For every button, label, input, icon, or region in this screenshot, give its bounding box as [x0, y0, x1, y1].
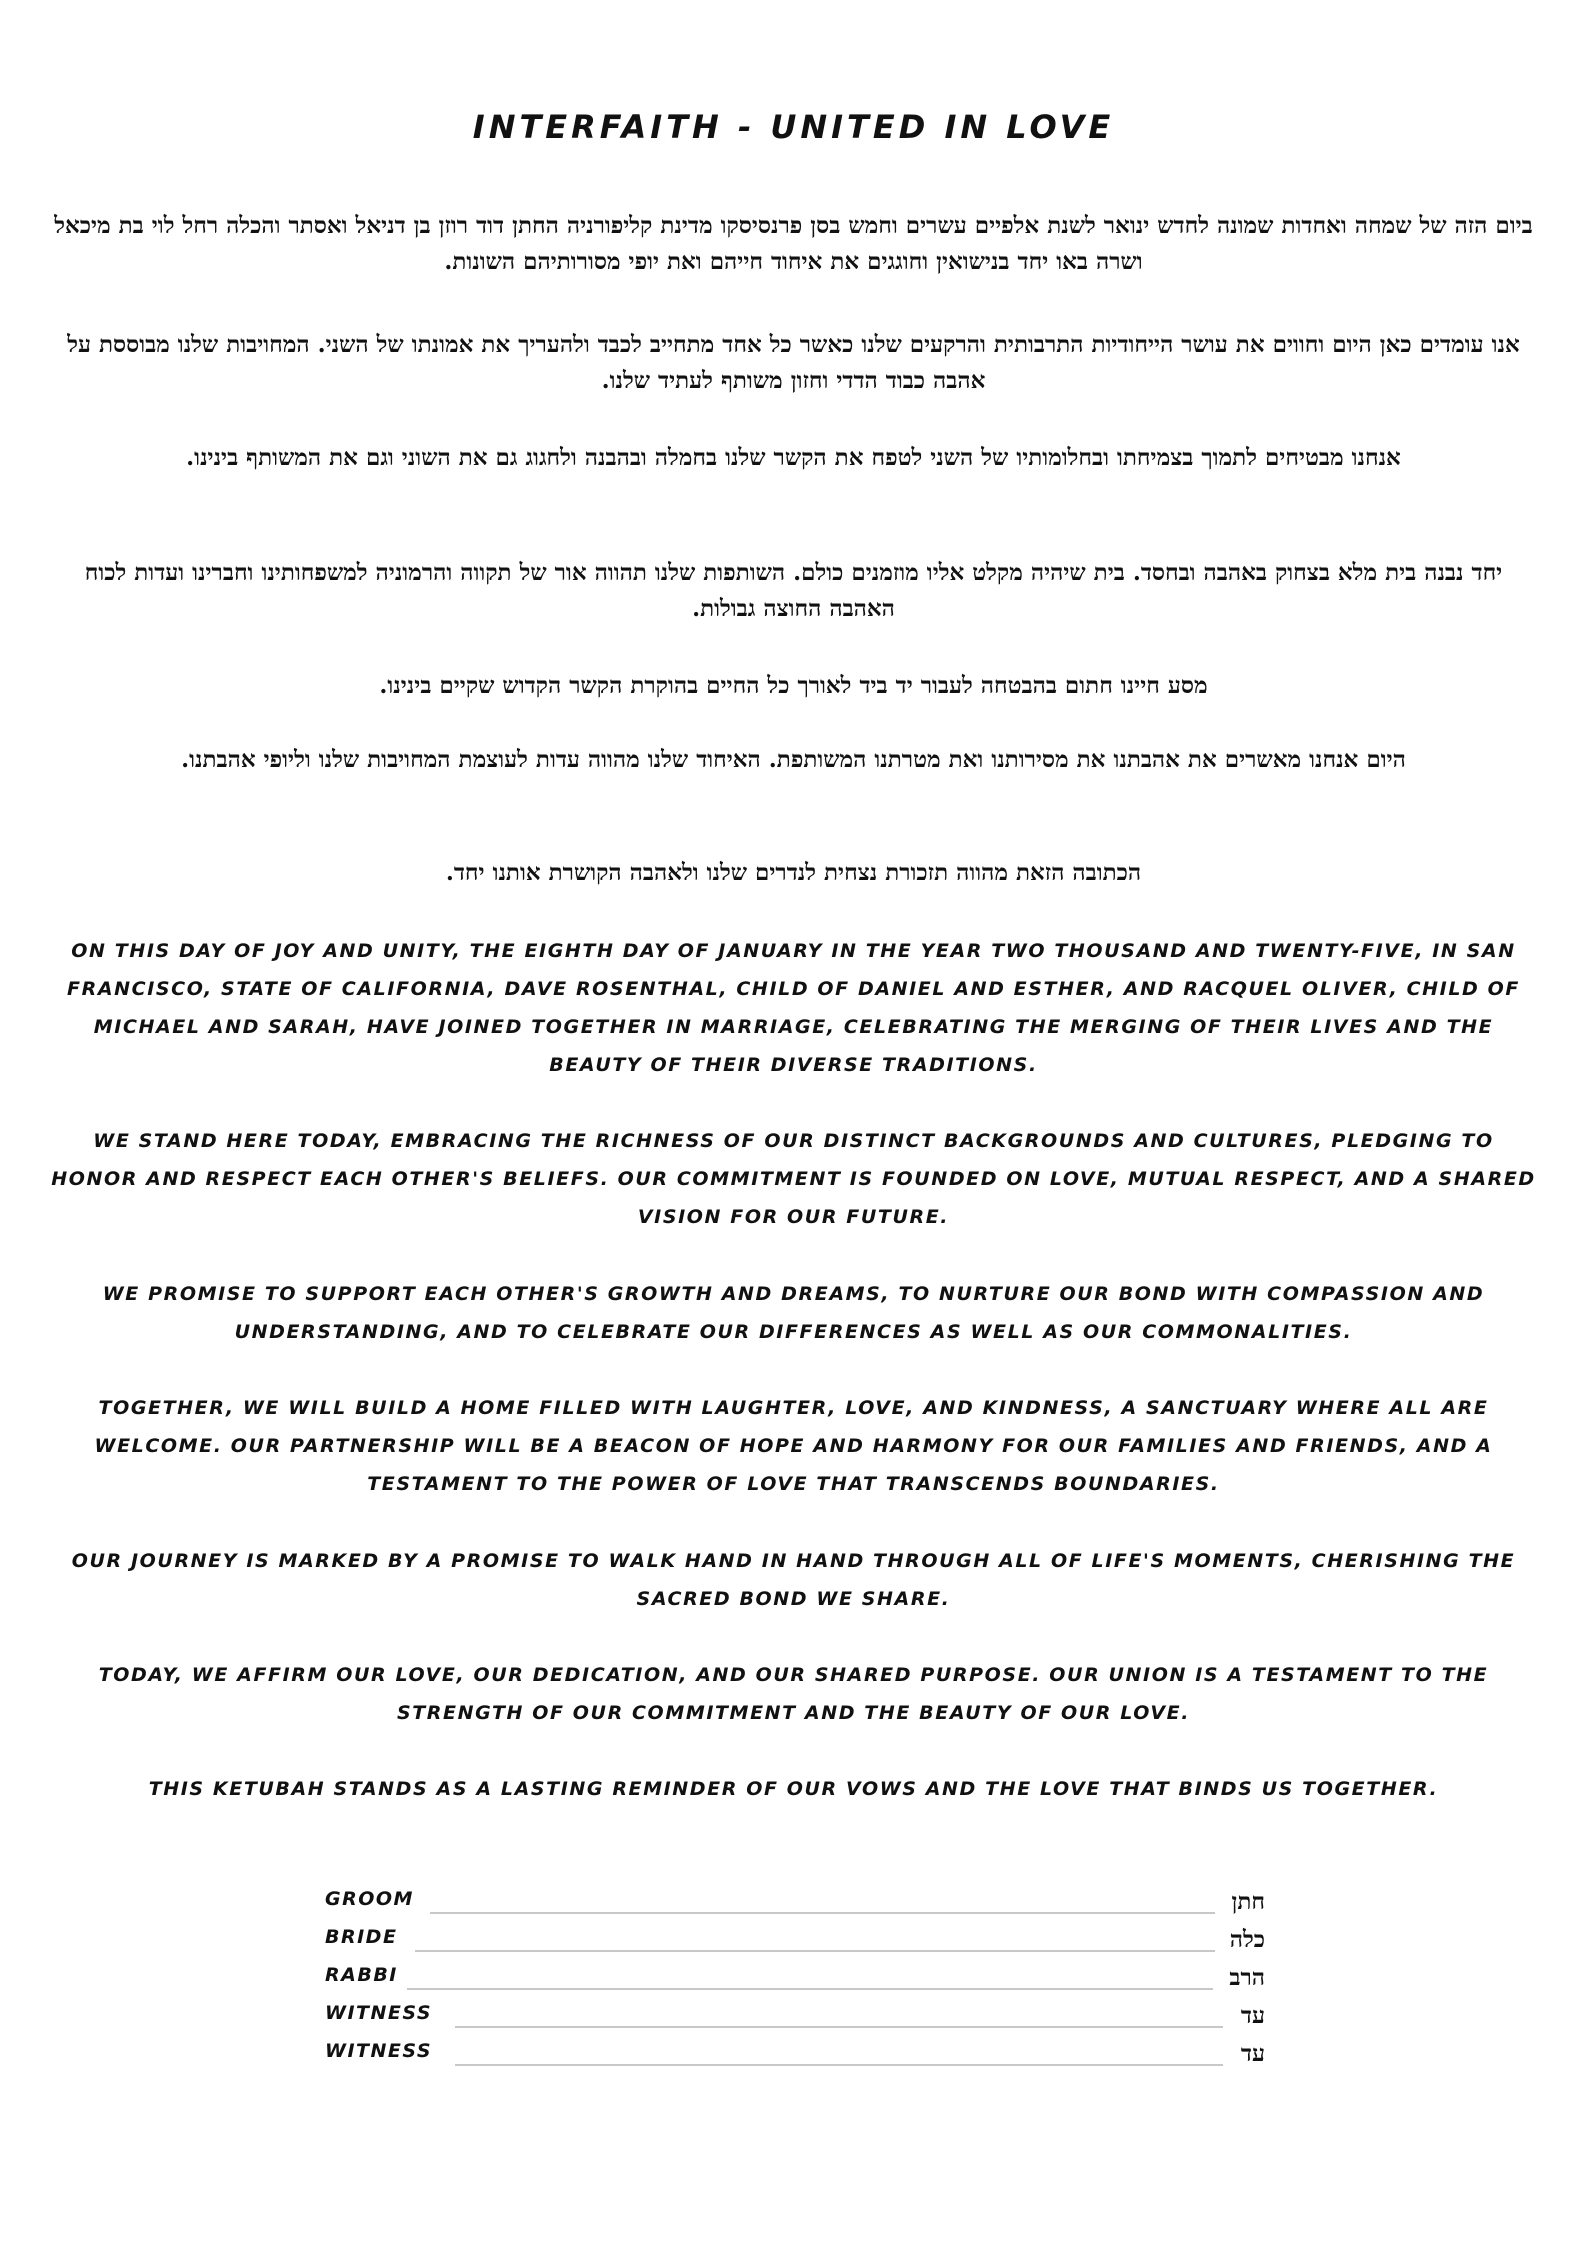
page-title: INTERFAITH - UNITED IN LOVE [472, 108, 1115, 146]
signature-line-rabbi[interactable] [407, 1988, 1213, 1990]
signature-label-rabbi: RABBI [325, 1964, 398, 1986]
signature-label-witness-hebrew: עד [1240, 2040, 1265, 2067]
hebrew-paragraph-7: הכתובה הזאת מהווה תזכורת נצחית לנדרים שלנו ולאהבה הקושרת אותנו יחד. [445, 859, 1142, 886]
signature-line-groom[interactable] [430, 1912, 1215, 1914]
signature-label-groom: GROOM [325, 1888, 414, 1910]
hebrew-paragraph-2: אנו עומדים כאן היום וחווים את עושר הייחודיות התרבותית והרקעים שלנו כאשר כל אחד מתחייב לכבד ולהעריך את אמונתו של השני. המחויבות שלנו מבוססת על אהבה כבוד הדדי וחזון משותף לעתיד שלנו. [67, 331, 1520, 394]
english-paragraph-2: WE STAND HERE TODAY, EMBRACING THE RICHNESS OF OUR DISTINCT BACKGROUNDS AND CULTURES, PLEDGING TO HONOR AND RESPECT EACH OTHER'S BELIEFS. OUR COMMITMENT IS FOUNDED ON LOVE, MUTUAL RESPECT, AND A SHARED VISION FOR OUR FUTURE. [51, 1130, 1536, 1228]
english-paragraph-1: ON THIS DAY OF JOY AND UNITY, THE EIGHTH DAY OF JANUARY IN THE YEAR TWO THOUSAND AND TWENTY-FIVE, IN SAN FRANCISCO, STATE OF CALIFORNIA, DAVE ROSENTHAL, CHILD OF DANIEL AND ESTHER, AND RACQUEL OLIVER, CHILD OF MICHAEL AND SARAH, HAVE JOINED TOGETHER IN MARRIAGE, CELEBRATING THE MERGING OF THEIR LIVES AND THE BEAUTY OF THEIR DIVERSE TRADITIONS. [67, 940, 1520, 1076]
signature-row-rabbi [325, 1964, 1265, 1998]
english-paragraph-4: TOGETHER, WE WILL BUILD A HOME FILLED WITH LAUGHTER, LOVE, AND KINDNESS, A SANCTUARY WHERE ALL ARE WELCOME. OUR PARTNERSHIP WILL BE A BEACON OF HOPE AND HARMONY FOR OUR FAMILIES AND FRIENDS, AND A TESTAMENT TO THE POWER OF LOVE THAT TRANSCENDS BOUNDARIES. [94, 1397, 1493, 1495]
hebrew-paragraph-6: היום אנחנו מאשרים את אהבתנו את מסירותנו ואת מטרתנו המשותפת. האיחוד שלנו מהווה עדות לעוצמת המחויבות שלנו וליופי אהבתנו. [181, 746, 1406, 773]
signature-row-witness-1 [325, 2002, 1265, 2036]
english-paragraph-5: OUR JOURNEY IS MARKED BY A PROMISE TO WALK HAND IN HAND THROUGH ALL OF LIFE'S MOMENTS, CHERISHING THE SACRED BOND WE SHARE. [71, 1550, 1516, 1610]
signature-line-bride[interactable] [415, 1950, 1215, 1952]
signature-label-witness: WITNESS [325, 2002, 433, 2024]
signature-label-groom-hebrew: חתן [1231, 1888, 1265, 1915]
signature-row-bride [325, 1926, 1265, 1960]
hebrew-paragraph-1: ביום הזה של שמחה ואחדות שמונה לחדש ינואר לשנת אלפיים עשרים וחמש בסן פרנסיסקו מדינת קליפורניה החתן דוד רוזן בן דניאל ואסתר והכלה רחל לוי בת מיכאל ושרה באו יחד בנישואין וחוגגים את איחוד חייהם ואת יופי מסורותיהם השונות. [54, 212, 1533, 275]
english-paragraph-3: WE PROMISE TO SUPPORT EACH OTHER'S GROWTH AND DREAMS, TO NURTURE OUR BOND WITH COMPASSION AND UNDERSTANDING, AND TO CELEBRATE OUR DIFFERENCES AS WELL AS OUR COMMONALITIES. [102, 1283, 1485, 1343]
signature-line-witness-2[interactable] [455, 2064, 1223, 2066]
hebrew-paragraph-3: אנחנו מבטיחים לתמוך בצמיחתו ובחלומותיו של השני לטפח את הקשר שלנו בחמלה ובהבנה ולחגוג גם את השוני וגם את המשותף בינינו. [186, 444, 1401, 471]
english-paragraph-7: THIS KETUBAH STANDS AS A LASTING REMINDER OF OUR VOWS AND THE LOVE THAT BINDS US TOGETHER. [148, 1778, 1439, 1800]
signature-label-bride-hebrew: כלה [1229, 1926, 1265, 1953]
signature-label-witness: WITNESS [325, 2040, 433, 2062]
hebrew-paragraph-5: מסע חיינו חתום בהבטחה לעבור יד ביד לאורך כל החיים בהוקרת הקשר הקדוש שקיים בינינו. [379, 672, 1208, 699]
signature-row-groom [325, 1888, 1265, 1922]
signature-row-witness-2 [325, 2040, 1265, 2074]
english-paragraph-6: TODAY, WE AFFIRM OUR LOVE, OUR DEDICATION, AND OUR SHARED PURPOSE. OUR UNION IS A TESTAMENT TO THE STRENGTH OF OUR COMMITMENT AND THE BEAUTY OF OUR LOVE. [98, 1664, 1489, 1724]
signature-label-rabbi-hebrew: הרב [1229, 1964, 1265, 1991]
signature-label-witness-hebrew: עד [1240, 2002, 1265, 2029]
signature-line-witness-1[interactable] [455, 2026, 1223, 2028]
hebrew-paragraph-4: יחד נבנה בית מלא בצחוק באהבה ובחסד. בית שיהיה מקלט אליו מוזמנים כולם. השותפות שלנו תהווה אור של תקווה והרמוניה למשפחותינו וחברינו ועדות לכוח האהבה החוצה גבולות. [84, 559, 1503, 622]
signature-label-bride: BRIDE [325, 1926, 398, 1948]
